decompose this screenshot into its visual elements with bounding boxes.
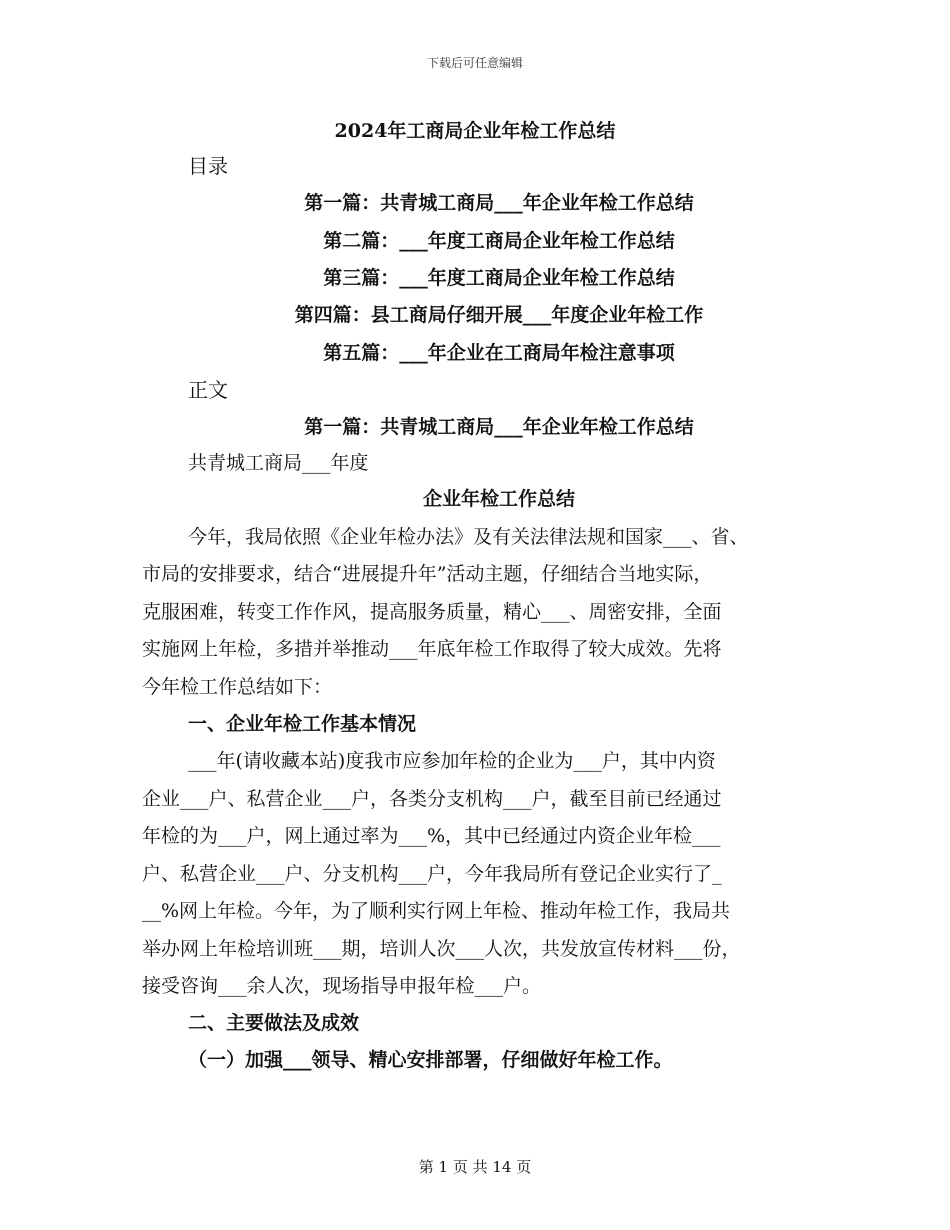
toc-label: 目录 bbox=[188, 154, 228, 178]
toc-item-3: 第三篇：___年度工商局企业年检工作总结 bbox=[323, 267, 675, 289]
page-number: 第 1 页 共 14 页 bbox=[418, 1158, 532, 1176]
paragraph-line: 企业___户、私营企业___户，各类分支机构___户，截至目前已经通过 bbox=[142, 788, 722, 810]
toc-item-2: 第二篇：___年度工商局企业年检工作总结 bbox=[323, 230, 675, 252]
paragraph-line: 举办网上年检培训班___期，培训人次___人次，共发放宣传材料___份， bbox=[142, 938, 741, 960]
toc-item-4: 第四篇：县工商局仔细开展___年度企业年检工作 bbox=[294, 304, 704, 326]
paragraph-line: 接受咨询___余人次，现场指导申报年检___户。 bbox=[142, 975, 542, 997]
paragraph-line: 年检的为___户，网上通过率为___%，其中已经通过内资企业年检___ bbox=[142, 825, 721, 847]
section-heading-1: 一、企业年检工作基本情况 bbox=[188, 713, 417, 735]
paragraph-line: 今年，我局依照《企业年检办法》及有关法律法规和国家___、省、 bbox=[188, 526, 749, 548]
subsection-heading-1: （一）加强___领导、精心安排部署，仔细做好年检工作。 bbox=[188, 1049, 673, 1071]
paragraph-line: 户、私营企业___户、分支机构___户，今年我局所有登记企业实行了_ bbox=[142, 863, 722, 885]
toc-item-5: 第五篇：___年企业在工商局年检注意事项 bbox=[323, 342, 675, 364]
paragraph-line: 实施网上年检，多措并举推动___年底年检工作取得了较大成效。先将 bbox=[142, 638, 722, 660]
paragraph-line: 克服困难，转变工作作风，提高服务质量，精心___、周密安排，全面 bbox=[142, 601, 722, 623]
toc-item-1: 第一篇：共青城工商局___年企业年检工作总结 bbox=[304, 192, 694, 214]
paragraph-line: 市局的安排要求，结合“进展提升年”活动主题，仔细结合当地实际， bbox=[142, 563, 713, 585]
page-header-note: 下载后可任意编辑 bbox=[426, 56, 523, 70]
intro-line: 共青城工商局___年度 bbox=[188, 452, 369, 474]
section-heading-2: 二、主要做法及成效 bbox=[188, 1012, 360, 1034]
paragraph-line: __%网上年检。今年，为了顺利实行网上年检、推动年检工作，我局共 bbox=[142, 900, 731, 922]
document-title: 2024年工商局企业年检工作总结 bbox=[334, 120, 616, 142]
paragraph-line: 今年检工作总结如下： bbox=[142, 676, 333, 698]
body-label: 正文 bbox=[188, 378, 228, 402]
section-subtitle: 企业年检工作总结 bbox=[422, 488, 575, 510]
paragraph-line: ___年(请收藏本站)度我市应参加年检的企业为___户，其中内资 bbox=[188, 750, 716, 772]
chapter-title: 第一篇：共青城工商局___年企业年检工作总结 bbox=[304, 416, 694, 438]
